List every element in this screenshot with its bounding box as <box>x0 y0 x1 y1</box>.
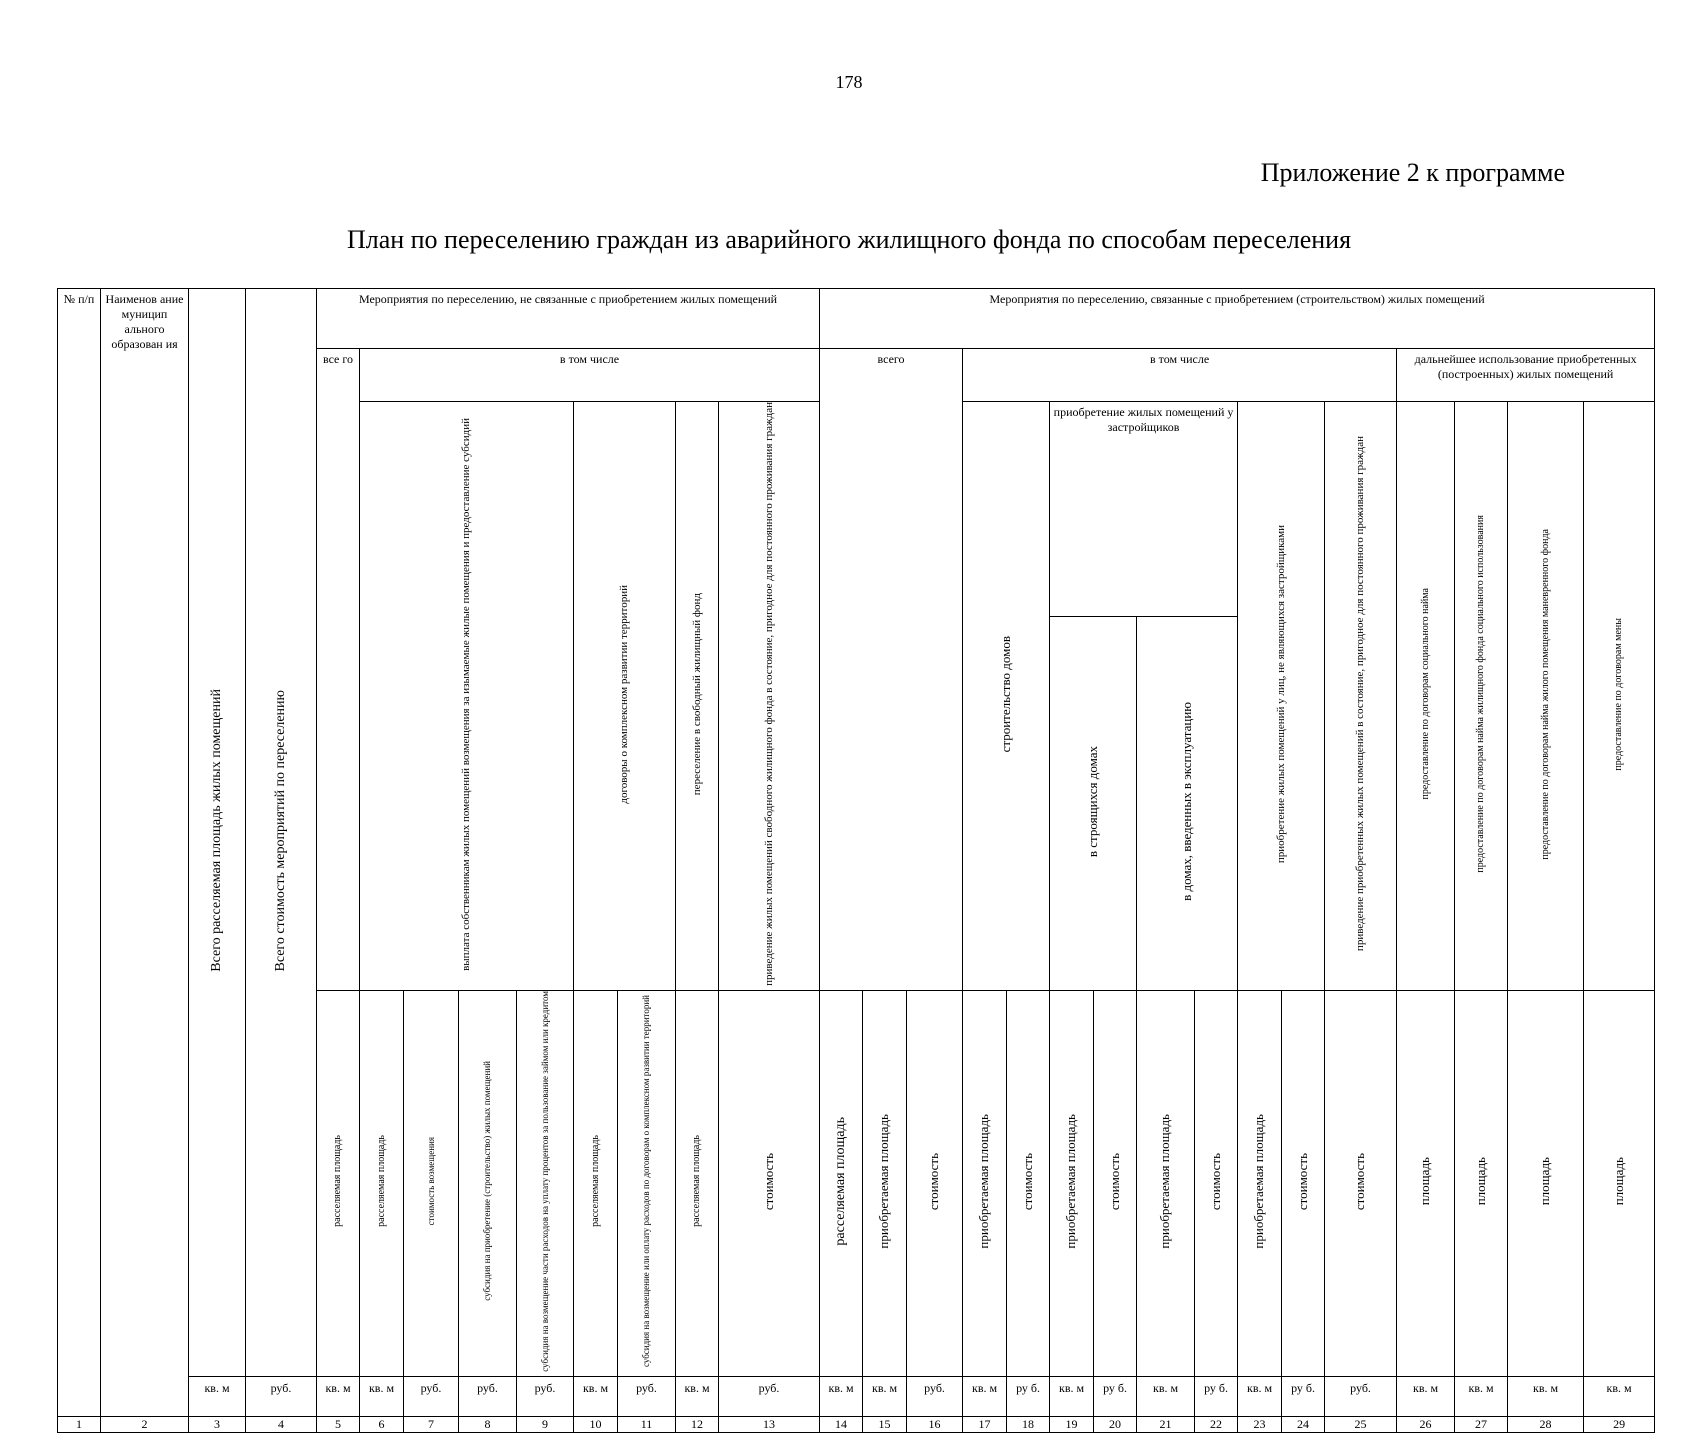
metric-24 <box>1282 990 1325 1376</box>
unit-cell: кв. м <box>360 1376 404 1416</box>
resettlement-plan-table <box>57 288 1655 1433</box>
unit-cell: кв. м <box>1455 1376 1508 1416</box>
metric-15 <box>863 990 907 1376</box>
unit-cell: ру б. <box>1282 1376 1325 1416</box>
metric-6 <box>360 990 404 1376</box>
metric-21 <box>1137 990 1195 1376</box>
header-buyout-text: выплата собственникам жилых помещений возмещения за изымаемые жилые помещения и предоставление субсидий <box>460 417 473 971</box>
unit-cell: кв. м <box>963 1376 1007 1416</box>
column-number-cell: 18 <box>1007 1416 1050 1432</box>
metric-25-text: стоимость <box>1352 1152 1368 1210</box>
metric-20 <box>1094 990 1137 1376</box>
metric-28-text: площадь <box>1537 1157 1553 1206</box>
column-number-cell: 22 <box>1195 1416 1238 1432</box>
metric-10-text: расселяемая площадь <box>589 1135 601 1228</box>
header-total-area <box>189 289 246 1377</box>
column-number-cell: 7 <box>404 1416 459 1432</box>
header-group-no-purchase: Мероприятия по переселению, не связанные с приобретением жилых помещений <box>317 289 820 349</box>
metric-23-text: приобретаемая площадь <box>1251 1113 1267 1249</box>
metric-7-text: стоимость возмещения <box>425 1137 436 1226</box>
metric-8 <box>459 990 517 1376</box>
unit-cell: кв. м <box>317 1376 360 1416</box>
unit-cell: руб. <box>459 1376 517 1416</box>
header-num: № п/п <box>58 289 101 1417</box>
metric-14 <box>820 990 863 1376</box>
header-maneuver-rent-text: предоставление по договорам найма жилого помещения маневренного фонда <box>1539 528 1551 860</box>
unit-cell: кв. м <box>1508 1376 1584 1416</box>
unit-cell: кв. м <box>676 1376 719 1416</box>
unit-cell: ру б. <box>1007 1376 1050 1416</box>
metric-28 <box>1508 990 1584 1376</box>
metric-12-text: расселяемая площадь <box>691 1135 703 1228</box>
header-commissioned-text: в домах, введенных в эксплуатацию <box>1178 701 1194 901</box>
column-number-cell: 11 <box>618 1416 676 1432</box>
unit-cell: руб. <box>1325 1376 1397 1416</box>
metric-27 <box>1455 990 1508 1376</box>
unit-cell: ру б. <box>1195 1376 1238 1416</box>
column-number-cell: 2 <box>101 1416 189 1432</box>
column-number-cell: 19 <box>1050 1416 1094 1432</box>
metric-17 <box>963 990 1007 1376</box>
column-number-cell: 12 <box>676 1416 719 1432</box>
header-from-developers: приобретение жилых помещений у застройщиков <box>1050 402 1238 617</box>
column-number-cell: 23 <box>1238 1416 1282 1432</box>
column-number-cell: 3 <box>189 1416 246 1432</box>
unit-cell: кв. м <box>189 1376 246 1416</box>
metric-26-text: площадь <box>1417 1157 1433 1206</box>
header-non-developers <box>1238 402 1325 991</box>
unit-cell: ру б. <box>1094 1376 1137 1416</box>
unit-cell: кв. м <box>820 1376 863 1416</box>
unit-cell: кв. м <box>1137 1376 1195 1416</box>
header-complex-dev-text: договоры о комплексном развитии территорий <box>618 584 631 804</box>
header-v-tom-chisle-1: в том числе <box>360 349 820 402</box>
header-social-rent <box>1397 402 1455 991</box>
column-number-cell: 6 <box>360 1416 404 1432</box>
metric-16-text: стоимость <box>926 1152 942 1210</box>
header-construction <box>963 402 1050 991</box>
metric-19 <box>1050 990 1094 1376</box>
metric-11 <box>618 990 676 1376</box>
header-social-fund-rent-text: предоставление по договорам найма жилищного фонда социального использования <box>1475 515 1487 873</box>
unit-cell: кв. м <box>1397 1376 1455 1416</box>
appendix-label: Приложение 2 к программе <box>1260 158 1565 187</box>
column-number-cell: 13 <box>719 1416 820 1432</box>
header-municipality: Наименов ание муницип ального образован ия <box>101 289 189 1417</box>
metric-11-text: субсидия на возмещение или оплату расходов по договорам о комплексном развитии территорий <box>641 995 652 1368</box>
unit-cell: кв. м <box>574 1376 618 1416</box>
header-exchange-text: предоставление по договорам мены <box>1613 617 1625 771</box>
column-number-cell: 21 <box>1137 1416 1195 1432</box>
metric-13 <box>719 990 820 1376</box>
metric-19-text: приобретаемая площадь <box>1063 1113 1079 1249</box>
metric-12 <box>676 990 719 1376</box>
metric-29 <box>1584 990 1655 1376</box>
metric-5 <box>317 990 360 1376</box>
header-free-fund <box>676 402 719 991</box>
metric-8-text: субсидия на приобретение (строительство) жилых помещений <box>482 1061 493 1302</box>
metric-21-text: приобретаемая площадь <box>1157 1113 1173 1249</box>
metric-9 <box>517 990 574 1376</box>
metric-6-text: расселяемая площадь <box>375 1135 387 1228</box>
header-group-purchase: Мероприятия по переселению, связанные с приобретением (строительством) жилых помещений <box>820 289 1655 349</box>
metric-10 <box>574 990 618 1376</box>
metric-22-text: стоимость <box>1207 1152 1223 1210</box>
header-vsego: всего <box>820 349 963 991</box>
metric-25 <box>1325 990 1397 1376</box>
header-bringing-purchased <box>1325 402 1397 991</box>
header-vsego-short: все го <box>317 349 360 991</box>
header-buyout <box>360 402 574 991</box>
metric-7 <box>404 990 459 1376</box>
unit-cell: кв. м <box>1238 1376 1282 1416</box>
column-number-cell: 16 <box>907 1416 963 1432</box>
page-number: 178 <box>835 72 863 92</box>
header-commissioned <box>1137 616 1238 990</box>
metric-17-text: приобретаемая площадь <box>976 1113 992 1249</box>
metric-27-text: площадь <box>1472 1157 1488 1206</box>
header-bringing-free-text: приведение жилых помещений свободного жилищного фонда в состояние, пригодное для постоянного проживания граждан <box>762 402 775 986</box>
metric-29-text: площадь <box>1610 1157 1626 1206</box>
header-complex-dev <box>574 402 676 991</box>
header-construction-text: строительство домов <box>997 635 1013 753</box>
metric-23 <box>1238 990 1282 1376</box>
header-social-rent-text: предоставление по договорам социального найма <box>1419 588 1431 800</box>
column-number-cell: 29 <box>1584 1416 1655 1432</box>
header-maneuver-rent <box>1508 402 1584 991</box>
column-number-cell: 17 <box>963 1416 1007 1432</box>
unit-cell: кв. м <box>1584 1376 1655 1416</box>
unit-cell: руб. <box>907 1376 963 1416</box>
metric-5-text: расселяемая площадь <box>332 1135 344 1228</box>
column-number-cell: 4 <box>246 1416 317 1432</box>
unit-cell: руб. <box>517 1376 574 1416</box>
column-number-cell: 8 <box>459 1416 517 1432</box>
column-number-cell: 28 <box>1508 1416 1584 1432</box>
metric-24-text: стоимость <box>1294 1152 1310 1210</box>
metric-14-text: расселяемая площадь <box>833 1116 849 1246</box>
metric-20-text: стоимость <box>1106 1152 1122 1210</box>
header-total-cost <box>246 289 317 1377</box>
column-number-cell: 24 <box>1282 1416 1325 1432</box>
metric-15-text: приобретаемая площадь <box>876 1113 892 1249</box>
unit-cell: кв. м <box>863 1376 907 1416</box>
column-number-cell: 1 <box>58 1416 101 1432</box>
header-further-use: дальнейшее использование приобретенных (построенных) жилых помещений <box>1397 349 1655 402</box>
document-title: План по переселению граждан из аварийного жилищного фонда по способам переселения <box>346 225 1352 254</box>
column-number-cell: 14 <box>820 1416 863 1432</box>
header-exchange <box>1584 402 1655 991</box>
unit-cell: кв. м <box>1050 1376 1094 1416</box>
column-number-cell: 10 <box>574 1416 618 1432</box>
column-number-cell: 15 <box>863 1416 907 1432</box>
header-bringing-free <box>719 402 820 991</box>
header-bringing-purchased-text: приведение приобретенных жилых помещений в состояние, пригодное для постоянного проживания граждан <box>1354 436 1367 952</box>
metric-26 <box>1397 990 1455 1376</box>
unit-cell: руб. <box>618 1376 676 1416</box>
column-number-cell: 20 <box>1094 1416 1137 1432</box>
column-number-cell: 25 <box>1325 1416 1397 1432</box>
header-v-tom-chisle-2: в том числе <box>963 349 1397 402</box>
metric-13-text: стоимость <box>760 1152 776 1210</box>
column-number-cell: 5 <box>317 1416 360 1432</box>
metric-9-text: субсидия на возмещение части расходов на уплату процентов за пользование займом или кредитом <box>539 990 550 1372</box>
header-non-developers-text: приобретение жилых помещений у лиц, не являющихся застройщиками <box>1274 524 1287 863</box>
metric-18-text: стоимость <box>1019 1152 1035 1210</box>
column-number-cell: 27 <box>1455 1416 1508 1432</box>
header-social-fund-rent <box>1455 402 1508 991</box>
unit-cell: руб. <box>404 1376 459 1416</box>
metric-18 <box>1007 990 1050 1376</box>
column-number-cell: 26 <box>1397 1416 1455 1432</box>
column-number-cell: 9 <box>517 1416 574 1432</box>
unit-cell: руб. <box>246 1376 317 1416</box>
header-in-construction <box>1050 616 1137 990</box>
unit-cell: руб. <box>719 1376 820 1416</box>
metric-16 <box>907 990 963 1376</box>
header-free-fund-text: переселение в свободный жилищный фонд <box>690 592 703 796</box>
header-total-cost-text: Всего стоимость мероприятий по переселению <box>273 689 289 972</box>
header-in-construction-text: в строящихся домах <box>1084 745 1100 857</box>
header-total-area-text: Всего расселяемая площадь жилых помещений <box>209 688 225 972</box>
metric-22 <box>1195 990 1238 1376</box>
